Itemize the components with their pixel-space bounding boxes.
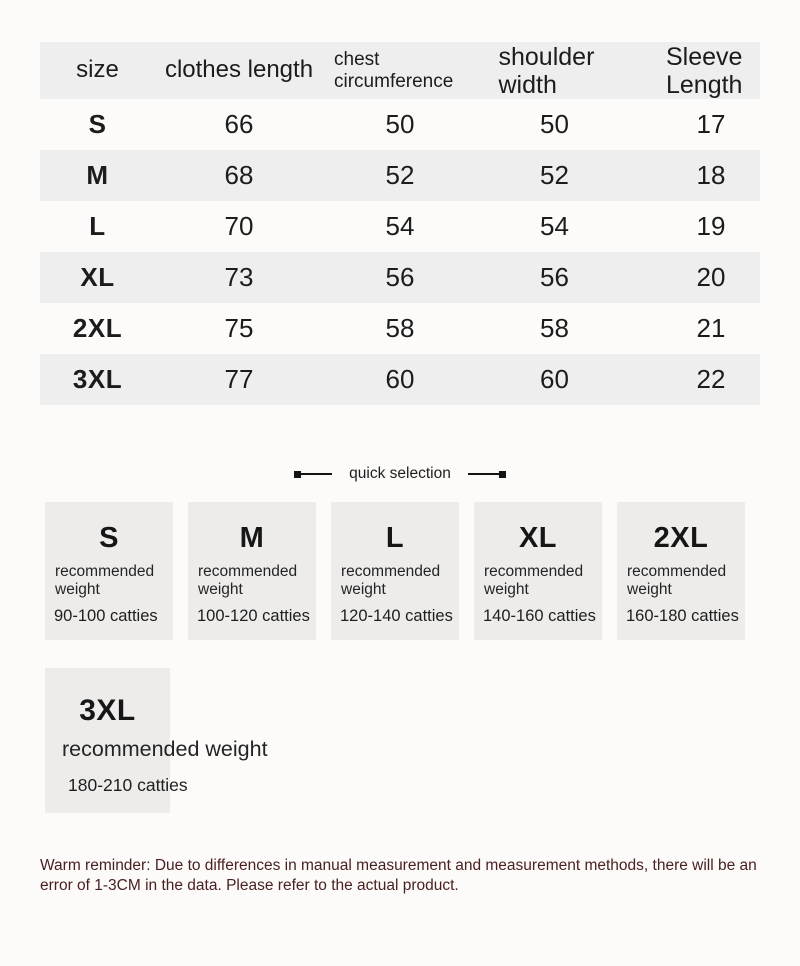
table-row-l (40, 201, 760, 252)
size-card-m[interactable] (188, 502, 316, 640)
value-cell: 21 (696, 313, 726, 343)
value-cell: 58 (385, 313, 415, 343)
value-cell: 50 (385, 109, 415, 139)
size-table-header-row (40, 42, 760, 99)
size-cell: 2XL (72, 313, 123, 343)
weight-range: 120-140 catties (340, 607, 453, 626)
size-cell: L (89, 211, 106, 241)
recommended-weight-label: recommended weight (55, 563, 155, 598)
value-cell: 18 (696, 160, 726, 190)
recommended-weight-label: recommended weight (627, 563, 727, 598)
value-cell: 52 (385, 160, 415, 190)
column-header-sleeve-length: Sleeve Length (666, 42, 743, 99)
value-cell: 70 (224, 211, 254, 241)
size-card-letter: 3XL (79, 694, 136, 727)
value-cell: 52 (540, 160, 569, 190)
size-card-3xl[interactable] (45, 668, 268, 813)
column-header-clothes-length: clothes length (164, 56, 314, 84)
recommended-weight-label: recommended weight (198, 563, 298, 598)
value-cell: 17 (696, 109, 726, 139)
quick-selection (0, 458, 800, 490)
value-cell: 56 (540, 262, 569, 292)
value-cell: 73 (224, 262, 254, 292)
value-cell: 19 (696, 211, 726, 241)
size-card-letter: S (99, 522, 119, 554)
size-cell: M (86, 160, 109, 190)
value-cell: 54 (385, 211, 415, 241)
table-row-2xl (40, 303, 760, 354)
size-cell: XL (80, 262, 115, 292)
value-cell: 60 (385, 364, 415, 394)
value-cell: 50 (540, 109, 569, 139)
size-card-letter: XL (518, 522, 558, 554)
value-cell: 56 (385, 262, 415, 292)
table-row-3xl (40, 354, 760, 405)
size-card-letter: M (239, 522, 265, 554)
size-table (40, 42, 760, 405)
value-cell: 68 (224, 160, 254, 190)
recommended-weight-label: recommended weight (484, 563, 584, 598)
warm-reminder-text: Warm reminder: Due to differences in manual measurement and measurement methods, there will be an error of 1-3CM in the data. Please refer to the actual product. (40, 857, 757, 895)
column-header-chest-circumference: chest circumference (334, 49, 454, 92)
value-cell: 22 (696, 364, 726, 394)
recommended-weight-label: recommended weight (62, 737, 268, 761)
recommended-weight-label: recommended weight (341, 563, 441, 598)
value-cell: 20 (696, 262, 726, 292)
size-card-letter: 2XL (653, 522, 709, 554)
value-cell: 60 (540, 364, 569, 394)
size-cell: S (88, 109, 107, 139)
table-row-xl (40, 252, 760, 303)
value-cell: 54 (540, 211, 569, 241)
weight-range: 160-180 catties (626, 607, 739, 626)
size-card-letter: L (385, 522, 405, 554)
column-header-shoulder-width: shoulder width (498, 42, 595, 99)
quick-selection-right-marker-icon (468, 471, 506, 478)
value-cell: 77 (224, 364, 254, 394)
weight-range: 90-100 catties (54, 607, 158, 626)
size-card-xl[interactable] (474, 502, 602, 640)
value-cell: 75 (224, 313, 254, 343)
size-card-2xl[interactable] (617, 502, 745, 640)
quick-selection-label: quick selection (349, 465, 451, 482)
weight-range: 180-210 catties (68, 774, 188, 795)
table-row-m (40, 150, 760, 201)
column-header-size: size (76, 56, 119, 84)
value-cell: 58 (540, 313, 569, 343)
weight-range: 100-120 catties (197, 607, 310, 626)
size-card-l[interactable] (331, 502, 459, 640)
quick-selection-left-marker-icon (294, 471, 332, 478)
size-cell: 3XL (72, 364, 123, 394)
weight-range: 140-160 catties (483, 607, 596, 626)
value-cell: 66 (224, 109, 254, 139)
size-card-s[interactable] (45, 502, 173, 640)
size-cards-row (45, 502, 745, 640)
table-row-s (40, 99, 760, 150)
